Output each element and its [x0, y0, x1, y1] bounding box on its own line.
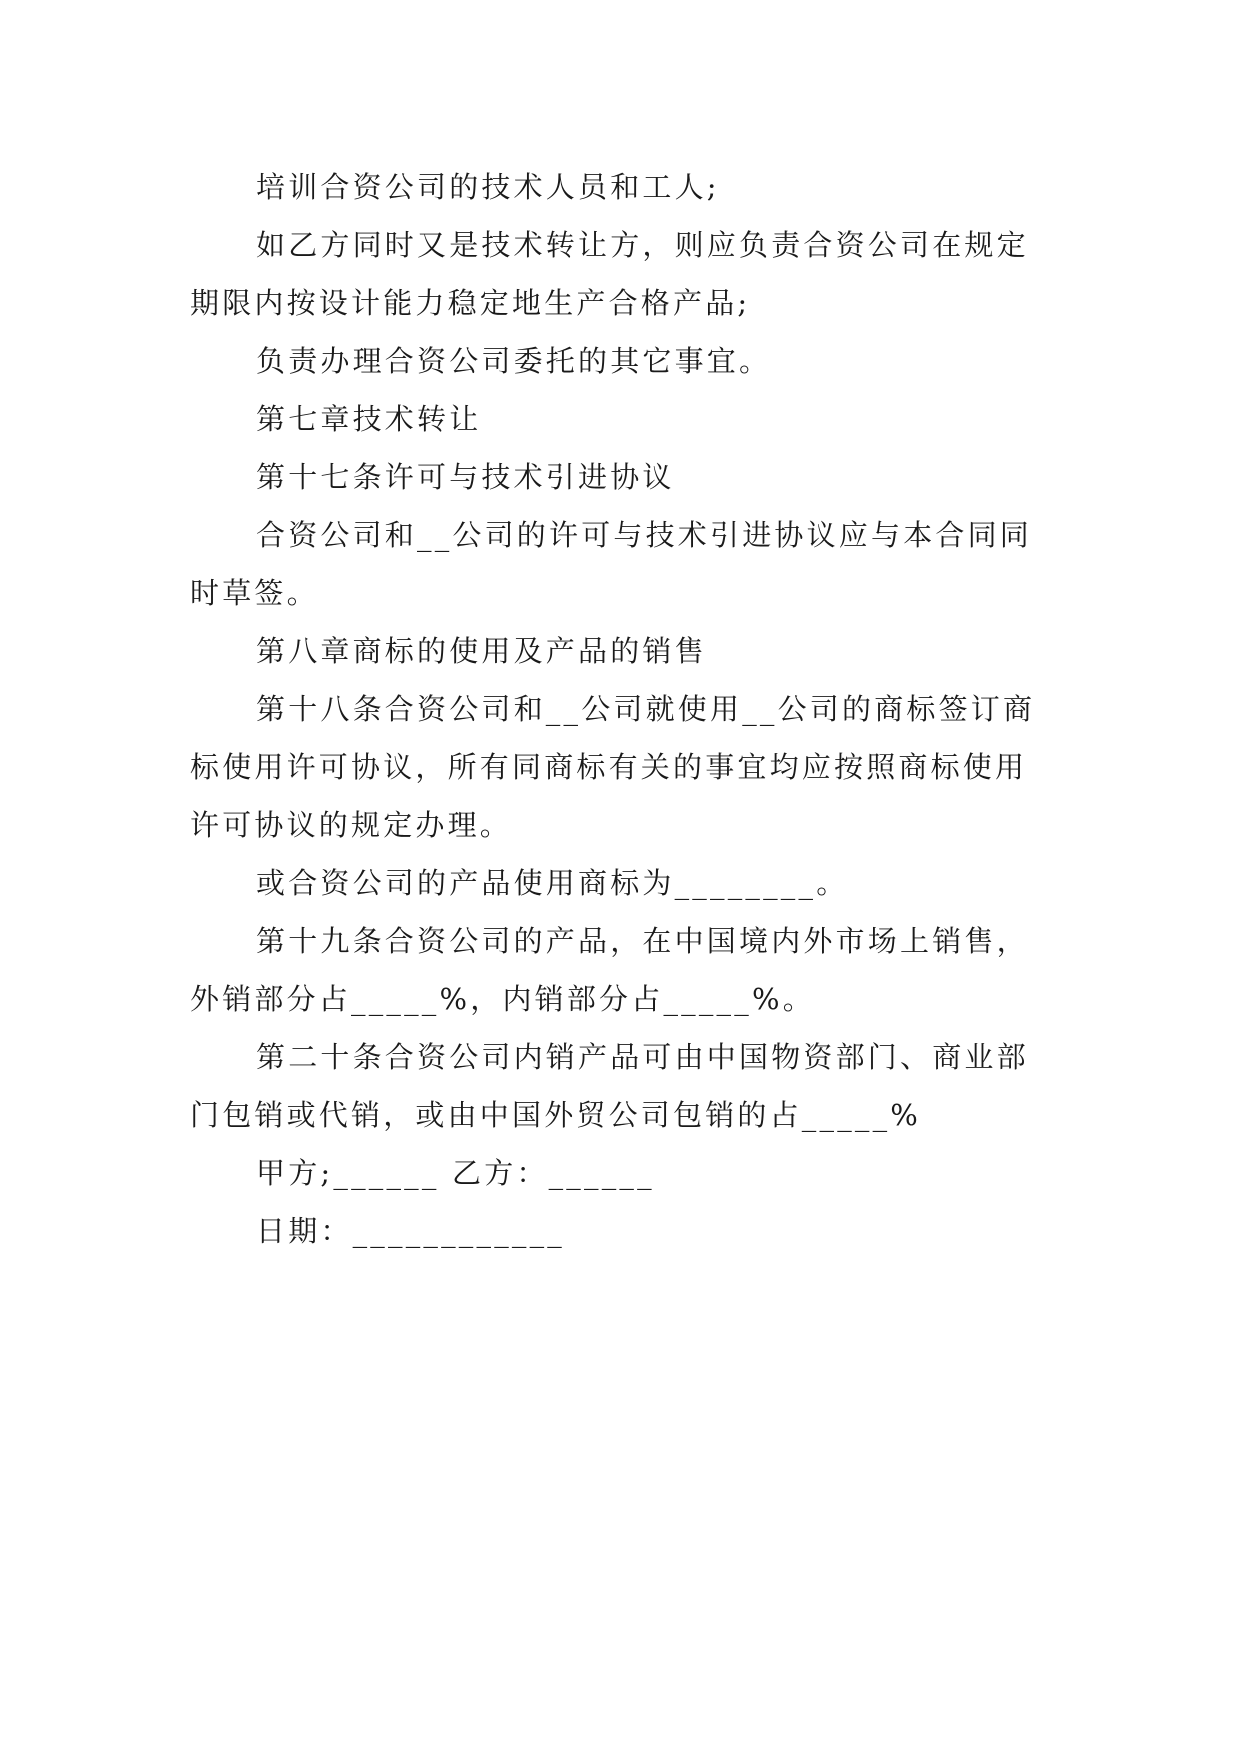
chapter-heading-8: 第八章商标的使用及产品的销售	[256, 634, 707, 668]
article-18-trademark: 第十八条合资公司和__公司就使用__公司的商标签订商标使用许可协议，所有同商标有关的事宜均应按照商标使用许可协议的规定办理。	[190, 692, 1036, 842]
paragraph-other-matters: 负责办理合资公司委托的其它事宜。	[256, 344, 772, 378]
document-body	[190, 158, 1050, 1260]
paragraph-training: 培训合资公司的技术人员和工人;	[256, 170, 720, 204]
article-20-domestic-sales: 第二十条合资公司内销产品可由中国物资部门、商业部门包销或代销，或由中国外贸公司包销的占_____%	[190, 1040, 1029, 1132]
paragraph-license-agreement: 合资公司和__公司的许可与技术引进协议应与本合同同时草签。	[190, 518, 1033, 610]
chapter-heading-7: 第七章技术转让	[256, 402, 482, 436]
signature-date: 日期：____________	[256, 1214, 566, 1248]
paragraph-technology-transfer-duty: 如乙方同时又是技术转让方，则应负责合资公司在规定期限内按设计能力稳定地生产合格产品;	[190, 228, 1029, 320]
article-heading-17: 第十七条许可与技术引进协议	[256, 460, 675, 494]
paragraph-trademark-name: 或合资公司的产品使用商标为________。	[256, 866, 849, 900]
article-19-sales: 第十九条合资公司的产品，在中国境内外市场上销售，外销部分占_____%，内销部分占_____%。	[190, 924, 1029, 1016]
signature-parties: 甲方;______ 乙方：______	[256, 1156, 655, 1190]
